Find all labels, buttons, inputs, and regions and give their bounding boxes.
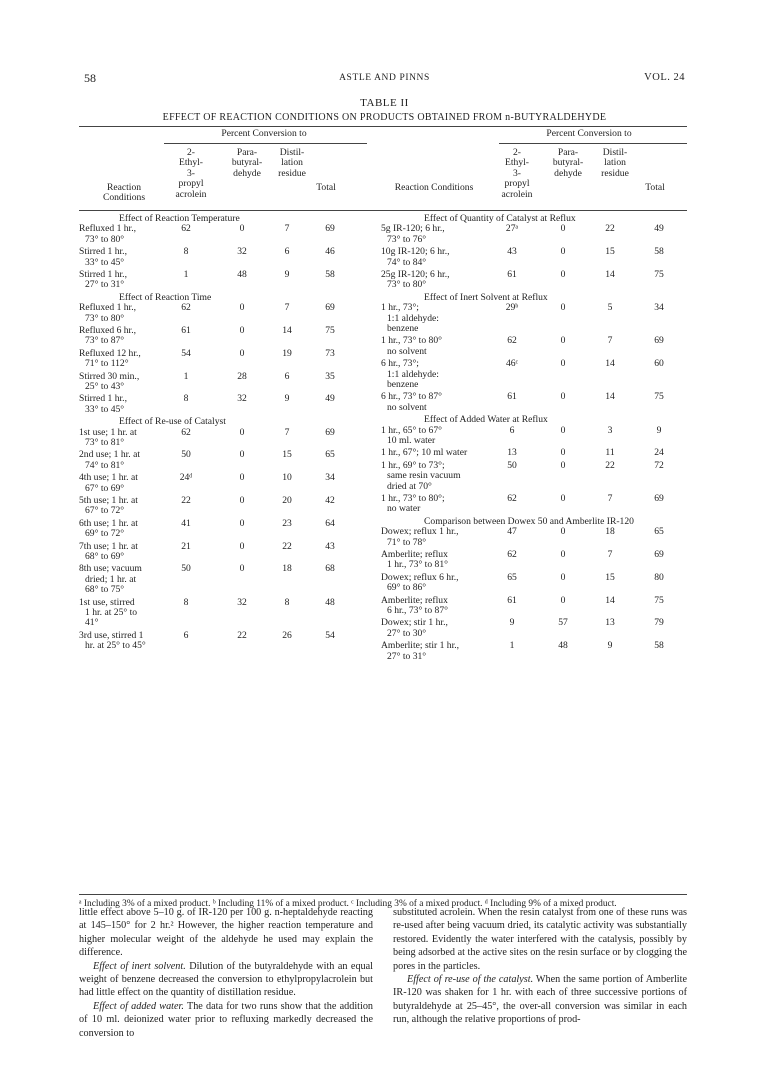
row-value-right: 75 — [654, 391, 664, 403]
row-condition-left: Stirred 30 min., — [79, 370, 140, 382]
row-value-right: 7 — [607, 549, 613, 560]
row-value-left: 28 — [237, 370, 247, 382]
row-value-right: 0 — [560, 269, 566, 280]
row-value-left: 8 — [183, 393, 189, 405]
row-value-left: 46 — [325, 246, 335, 258]
row-condition-left: 4th use; 1 hr. at — [79, 472, 138, 484]
row-condition-right: 25g IR-120; 6 hr., — [381, 269, 450, 280]
row-value-right: 58 — [654, 640, 664, 652]
row-value-right: 50 — [507, 459, 517, 471]
row-value-right: 69 — [654, 493, 664, 504]
row-condition-right: Amberlite; reflux — [381, 549, 448, 560]
row-value-left: 14 — [282, 325, 292, 336]
row-value-left: 54 — [181, 347, 191, 359]
row-condition-right: 69° to 86° — [387, 582, 427, 594]
row-value-right: 5 — [607, 302, 613, 314]
col-header-left-residue: Distil- lation residue — [278, 147, 306, 179]
row-value-left: 50 — [181, 449, 191, 461]
row-value-right: 69 — [654, 335, 664, 347]
row-value-right: 22 — [605, 459, 615, 471]
paragraph-lead: Effect of re-use of the catalyst. — [407, 974, 534, 986]
row-value-left: 0 — [239, 495, 245, 506]
row-value-right: 65 — [507, 571, 517, 583]
row-condition-left: Stirred 1 hr., — [79, 269, 127, 280]
section-title-left: Effect of Reaction Time — [119, 291, 212, 303]
row-value-right: 6 — [509, 424, 515, 436]
row-value-left: 62 — [181, 302, 191, 314]
row-value-right: 29ᵇ — [505, 302, 519, 314]
row-value-left: 1 — [183, 370, 189, 382]
col-header-right-paraldehyde: Para- butyral- dehyde — [552, 147, 584, 179]
row-value-right: 79 — [654, 617, 664, 629]
section-title-left: Effect of Re-use of Catalyst — [119, 416, 226, 428]
row-value-right: 9 — [656, 424, 662, 436]
col-header-left-conditions: Reaction Conditions — [102, 182, 146, 204]
body-column-right — [393, 906, 687, 1027]
row-condition-left: 71° to 112° — [85, 358, 129, 370]
paragraph: Effect of re-use of the catalyst. When the same portion of Amberlite IR-120 was shaken for 1 hr. with each of three successive portions of butyraldehyde at 25–45°, the over-all conversion was similar in each run, although the relative proportions of prod- — [393, 974, 687, 1026]
row-value-left: 26 — [282, 629, 292, 641]
row-condition-right: 1 hr., 65° to 67° — [381, 424, 442, 436]
row-condition-left: 68° to 75° — [85, 584, 125, 596]
row-condition-left: 27° to 31° — [85, 279, 125, 291]
row-condition-left: 41° — [85, 617, 99, 629]
paragraph: Effect of inert solvent. Dilution of the butyraldehyde with an equal weight of benzene decreased the conversion to ethylpropylacrolein but had little effect on the quantity of distillation residue. — [79, 960, 373, 999]
row-condition-left: 2nd use; 1 hr. at — [79, 449, 141, 461]
row-value-left: 0 — [239, 325, 245, 336]
page-number: 58 — [84, 71, 96, 85]
running-header — [84, 71, 685, 87]
row-value-left: 20 — [282, 495, 292, 506]
row-condition-right: 74° to 84° — [387, 256, 427, 268]
row-value-right: 49 — [654, 223, 664, 235]
row-value-left: 32 — [237, 246, 247, 258]
row-value-left: 32 — [237, 596, 247, 608]
row-value-right: 9 — [509, 617, 515, 629]
row-condition-left: Refluxed 6 hr., — [79, 325, 137, 336]
row-condition-left: Stirred 1 hr., — [79, 246, 127, 258]
row-condition-right: 71° to 78° — [387, 536, 427, 548]
row-value-right: 0 — [560, 391, 566, 403]
row-condition-left: 73° to 80° — [85, 312, 125, 324]
row-condition-left: 69° to 72° — [85, 528, 125, 540]
row-value-right: 13 — [605, 617, 615, 629]
row-value-left: 8 — [183, 596, 189, 608]
paragraph-lead: Effect of inert solvent. — [93, 960, 186, 972]
row-value-left: 69 — [325, 302, 335, 314]
row-value-right: 3 — [607, 424, 613, 436]
row-condition-right: 1 hr., 73° to 80° — [381, 335, 442, 347]
row-condition-left: 6th use; 1 hr. at — [79, 517, 138, 529]
row-condition-right: 5g IR-120; 6 hr., — [381, 223, 445, 235]
row-value-right: 18 — [605, 526, 615, 538]
row-value-left: 0 — [239, 223, 245, 235]
row-value-right: 48 — [558, 640, 568, 652]
row-value-left: 7 — [284, 223, 290, 235]
body-column-left — [79, 906, 373, 1040]
section-title-right: Comparison between Dowex 50 and Amberlite IR-120 — [424, 515, 634, 527]
row-value-left: 8 — [284, 596, 290, 608]
row-value-right: 1 — [509, 640, 515, 652]
row-condition-left: 33° to 45° — [85, 256, 125, 268]
row-value-right: 24 — [654, 447, 664, 459]
row-condition-right: Amberlite; stir 1 hr., — [381, 640, 460, 652]
row-condition-right: 6 hr., 73° to 87° — [381, 391, 442, 403]
row-value-left: 48 — [325, 596, 335, 608]
row-condition-right: 73° to 76° — [387, 233, 427, 245]
col-header-left-total: Total — [316, 182, 336, 193]
row-value-left: 6 — [284, 246, 290, 258]
row-condition-right: 6 hr., 73° to 87° — [387, 605, 448, 616]
row-value-left: 22 — [282, 540, 292, 552]
row-condition-left: 1st use, stirred — [79, 596, 135, 608]
row-condition-left: 68° to 69° — [85, 551, 125, 562]
row-value-right: 43 — [507, 246, 517, 258]
section-title-right: Effect of Quantity of Catalyst at Reflux — [424, 213, 576, 224]
row-value-right: 0 — [560, 335, 566, 347]
row-value-left: 0 — [239, 517, 245, 529]
row-value-right: 15 — [605, 246, 615, 258]
table-caption: EFFECT OF REACTION CONDITIONS ON PRODUCTS OBTAINED FROM n-BUTYRALDEHYDE — [162, 112, 607, 123]
row-value-left: 54 — [325, 629, 335, 641]
row-value-right: 34 — [654, 302, 664, 314]
row-condition-left: 1 hr. at 25° to — [85, 607, 138, 618]
row-value-left: 32 — [237, 393, 247, 405]
row-value-right: 60 — [654, 358, 664, 370]
row-value-right: 11 — [605, 447, 615, 459]
row-value-right: 0 — [560, 549, 566, 560]
row-value-right: 46ᶜ — [505, 358, 519, 370]
row-value-left: 0 — [239, 426, 245, 438]
row-condition-right: 1 hr., 67°; 10 ml water — [381, 447, 468, 459]
row-value-right: 75 — [654, 594, 664, 606]
row-condition-left: hr. at 25° to 45° — [85, 640, 146, 652]
table-number: TABLE II — [360, 97, 409, 109]
row-value-right: 0 — [560, 223, 566, 235]
row-value-right: 62 — [507, 493, 517, 504]
row-condition-right: 10g IR-120; 6 hr., — [381, 246, 450, 258]
row-condition-right: Dowex; reflux 6 hr., — [381, 571, 459, 583]
row-value-right: 62 — [507, 549, 517, 560]
row-condition-right: dried at 70° — [387, 480, 432, 492]
row-condition-right: 1 hr., 73°; — [381, 302, 419, 314]
row-condition-left: 67° to 69° — [85, 482, 125, 494]
row-value-right: 9 — [607, 640, 613, 652]
row-value-right: 69 — [654, 549, 664, 560]
paragraph-continued: substituted acrolein. When the resin catalyst from one of these runs was re-used after being vacuum dried, its catalytic activity was substantially restored. Evidently the water interfered with the catalysis, possibly by being adsorbed at the active sites on the resin surface or by clogging the pores in the particles. — [393, 907, 687, 972]
row-value-left: 0 — [239, 472, 245, 484]
row-value-left: 0 — [239, 563, 245, 575]
row-value-right: 0 — [560, 493, 566, 504]
row-value-left: 69 — [325, 223, 335, 235]
row-condition-left: 73° to 87° — [85, 335, 125, 347]
footnote-rule — [79, 894, 687, 895]
row-value-left: 73 — [325, 347, 335, 359]
row-value-left: 49 — [325, 393, 335, 405]
row-value-right: 0 — [560, 424, 566, 436]
row-value-left: 6 — [183, 629, 189, 641]
row-value-left: 0 — [239, 540, 245, 552]
row-condition-left: Refluxed 1 hr., — [79, 223, 137, 235]
row-value-right: 14 — [605, 269, 615, 280]
row-condition-right: 27° to 31° — [387, 650, 427, 662]
row-condition-left: 67° to 72° — [85, 505, 125, 517]
row-value-left: 0 — [239, 302, 245, 314]
table-rule — [79, 126, 687, 127]
row-condition-left: 73° to 81° — [85, 437, 125, 448]
row-value-left: 75 — [325, 325, 335, 336]
row-condition-left: 7th use; 1 hr. at — [79, 540, 138, 552]
row-value-left: 23 — [282, 517, 292, 529]
row-value-left: 35 — [325, 370, 335, 382]
row-value-right: 72 — [654, 459, 664, 471]
row-value-left: 0 — [239, 449, 245, 461]
row-condition-left: Refluxed 12 hr., — [79, 347, 141, 359]
row-value-left: 10 — [282, 472, 292, 484]
row-condition-right: 6 hr., 73°; — [381, 358, 419, 370]
row-value-left: 50 — [181, 563, 191, 575]
row-condition-right: Dowex; stir 1 hr., — [381, 617, 448, 629]
col-header-right-residue: Distil- lation residue — [601, 147, 629, 179]
group-header-rule — [499, 143, 687, 144]
row-value-right: 75 — [654, 269, 664, 280]
row-value-right: 0 — [560, 246, 566, 258]
row-condition-left: Stirred 1 hr., — [79, 393, 127, 405]
row-value-left: 48 — [237, 269, 247, 280]
row-value-left: 18 — [282, 563, 292, 575]
row-value-left: 9 — [284, 269, 290, 280]
row-value-right: 61 — [507, 269, 517, 280]
row-value-left: 62 — [181, 223, 191, 235]
row-value-right: 14 — [605, 358, 615, 370]
table-rule — [79, 210, 687, 211]
row-condition-right: Dowex; reflux 1 hr., — [381, 526, 459, 538]
table-footnote: ᵃ Including 3% of a mixed product. ᵇ Including 11% of a mixed product. ᶜ Including 3% of a mixed product. ᵈ Including 9% of a mixed product. — [79, 899, 617, 909]
row-condition-left: dried; 1 hr. at — [85, 573, 137, 585]
row-condition-left: 33° to 45° — [85, 403, 125, 415]
row-value-right: 57 — [558, 617, 568, 629]
row-value-right: 7 — [607, 493, 613, 504]
row-value-right: 15 — [605, 571, 615, 583]
row-value-right: 0 — [560, 526, 566, 538]
row-condition-right: 1 hr., 69° to 73°; — [381, 459, 445, 471]
row-value-right: 0 — [560, 459, 566, 471]
row-value-right: 13 — [507, 447, 517, 459]
row-value-right: 80 — [654, 571, 664, 583]
row-value-right: 0 — [560, 594, 566, 606]
section-title-right: Effect of Inert Solvent at Reflux — [424, 291, 548, 303]
row-value-left: 43 — [325, 540, 335, 552]
row-value-right: 14 — [605, 594, 615, 606]
paragraph-lead: Effect of added water. — [93, 1000, 184, 1012]
row-value-left: 61 — [181, 325, 191, 336]
running-title: ASTLE AND PINNS — [339, 73, 430, 83]
row-value-left: 58 — [325, 269, 335, 280]
row-value-left: 19 — [282, 347, 292, 359]
row-condition-right: no water — [387, 503, 421, 515]
row-value-left: 34 — [325, 472, 335, 484]
row-condition-left: 1st use; 1 hr. at — [79, 426, 137, 438]
paragraph-continued: little effect above 5–10 g. of IR-120 per 100 g. n-heptaldehyde reacting at 145–150° for 2 hr.² However, the higher reaction temperature and higher molecular weight of the aldehyde he used may explain the difference. — [79, 907, 373, 959]
row-condition-right: 73° to 80° — [387, 279, 427, 291]
row-value-right: 27ᵃ — [505, 223, 519, 235]
group-header-right: Percent Conversion to — [546, 128, 632, 139]
row-value-right: 0 — [560, 302, 566, 314]
row-condition-left: 8th use; vacuum — [79, 563, 142, 575]
row-condition-right: benzene — [387, 323, 419, 334]
row-condition-left: 25° to 43° — [85, 381, 125, 392]
row-value-right: 0 — [560, 358, 566, 370]
row-condition-left: 5th use; 1 hr. at — [79, 495, 138, 506]
row-value-right: 0 — [560, 447, 566, 459]
row-value-left: 22 — [237, 629, 247, 641]
row-condition-right: 1:1 aldehyde: — [387, 312, 439, 324]
row-value-left: 42 — [325, 495, 335, 506]
row-condition-left: 73° to 80° — [85, 233, 125, 245]
col-header-right-acrolein: 2- Ethyl- 3- propyl acrolein — [501, 147, 533, 200]
row-value-left: 24ᵈ — [179, 472, 193, 484]
row-value-left: 7 — [284, 426, 290, 438]
row-condition-right: 10 ml. water — [387, 435, 436, 446]
row-condition-right: 1:1 aldehyde: — [387, 368, 439, 380]
row-condition-left: 74° to 81° — [85, 459, 125, 471]
row-condition-right: same resin vacuum — [387, 470, 461, 482]
row-value-right: 47 — [507, 526, 517, 538]
row-condition-right: 27° to 30° — [387, 627, 427, 639]
row-value-left: 68 — [325, 563, 335, 575]
paragraph: Effect of added water. The data for two runs show that the addition of 10 ml. deionized water prior to refluxing markedly decreased the conversion to — [79, 1000, 374, 1039]
row-condition-right: no solvent — [387, 345, 427, 357]
row-value-left: 1 — [183, 269, 189, 280]
row-value-right: 0 — [560, 571, 566, 583]
row-value-left: 15 — [282, 449, 292, 461]
row-value-right: 61 — [507, 391, 517, 403]
col-header-left-acrolein: 2- Ethyl- 3- propyl acrolein — [175, 147, 207, 200]
row-value-left: 62 — [181, 426, 191, 438]
col-header-left-paraldehyde: Para- butyral- dehyde — [231, 147, 263, 179]
row-condition-left: Refluxed 1 hr., — [79, 302, 137, 314]
row-value-right: 14 — [605, 391, 615, 403]
row-value-left: 41 — [181, 517, 191, 529]
volume-label: VOL. 24 — [644, 72, 685, 83]
section-title-left: Effect of Reaction Temperature — [119, 213, 240, 224]
group-header-left: Percent Conversion to — [221, 128, 307, 139]
row-condition-right: benzene — [387, 379, 419, 390]
row-condition-right: 1 hr., 73° to 80°; — [381, 493, 445, 504]
row-value-right: 62 — [507, 335, 517, 347]
row-value-left: 0 — [239, 347, 245, 359]
row-value-right: 7 — [607, 335, 613, 347]
row-value-right: 65 — [654, 526, 664, 538]
row-value-left: 22 — [181, 495, 191, 506]
row-value-left: 69 — [325, 426, 335, 438]
row-value-left: 65 — [325, 449, 335, 461]
row-condition-right: no solvent — [387, 401, 427, 413]
row-condition-left: 3rd use, stirred 1 — [79, 629, 144, 641]
col-header-right-total: Total — [645, 182, 665, 193]
row-value-right: 58 — [654, 246, 664, 258]
row-value-right: 61 — [507, 594, 517, 606]
section-title-right: Effect of Added Water at Reflux — [424, 414, 548, 426]
col-header-right-conditions: Reaction Conditions — [394, 182, 474, 193]
group-header-rule — [164, 143, 367, 144]
row-value-left: 8 — [183, 246, 189, 258]
row-condition-right: Amberlite; reflux — [381, 594, 448, 606]
row-value-left: 7 — [284, 302, 290, 314]
row-value-left: 64 — [325, 517, 335, 529]
row-value-left: 21 — [181, 540, 191, 552]
row-condition-right: 1 hr., 73° to 81° — [387, 559, 448, 571]
row-value-right: 22 — [605, 223, 615, 235]
row-value-left: 6 — [284, 370, 290, 382]
row-value-left: 9 — [284, 393, 290, 405]
